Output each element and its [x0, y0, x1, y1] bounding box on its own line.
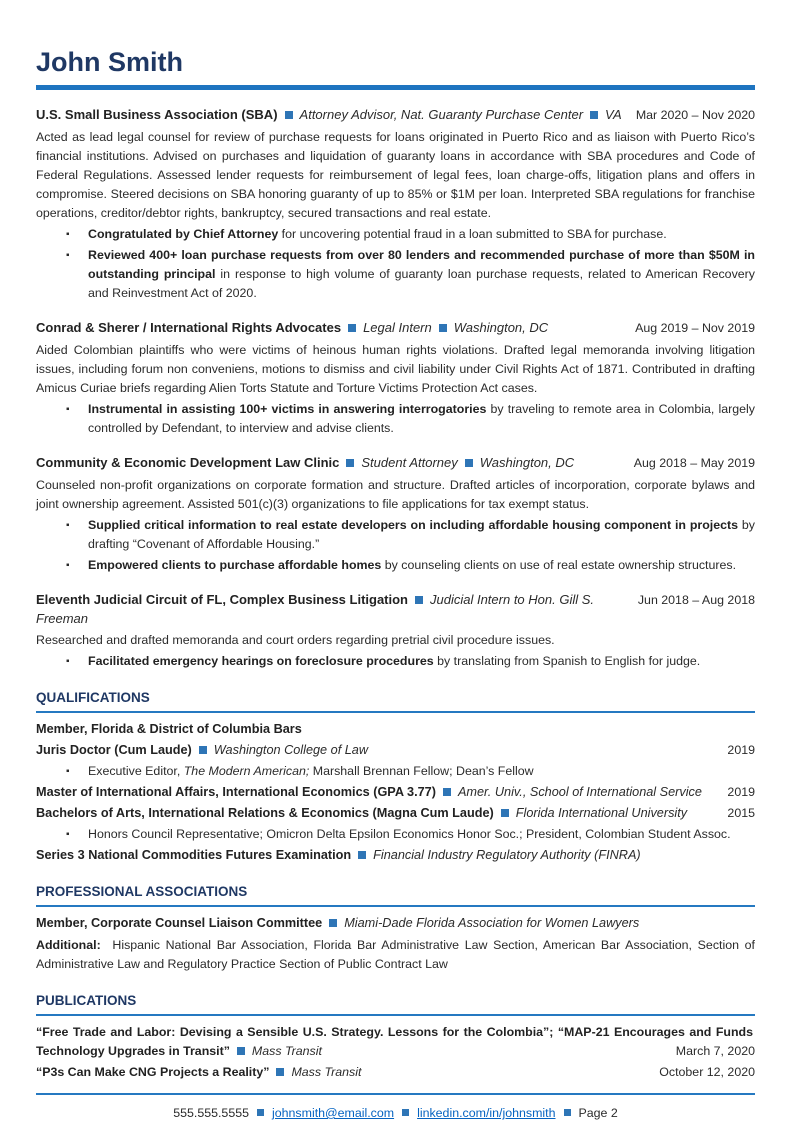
credential-name: Juris Doctor (Cum Laude) [36, 743, 192, 757]
publication-date: October 12, 2020 [659, 1065, 755, 1079]
bar-membership: Member, Florida & District of Columbia Bars [36, 722, 302, 736]
publication-source: Mass Transit [291, 1065, 362, 1079]
role-text: Legal Intern [363, 320, 432, 335]
credential-line [36, 846, 641, 865]
credential-year: 2019 [727, 785, 755, 799]
bullet-item [36, 762, 755, 781]
role-text: Judicial Intern to Hon. Gill S. Freeman [36, 592, 595, 626]
qualification-row [36, 846, 755, 865]
separator-square-icon [285, 111, 293, 119]
experience-entry [36, 453, 755, 575]
bullet-item [36, 246, 755, 303]
role-text: Attorney Advisor, Nat. Guaranty Purchase Center [299, 107, 584, 122]
footer-phone: 555.555.5555 [173, 1106, 249, 1120]
separator-square-icon [257, 1109, 264, 1116]
credential-year: 2019 [727, 743, 755, 757]
location-text: Washington, DC [453, 320, 549, 335]
org-name: Eleventh Judicial Circuit of FL, Complex Business Litigation [36, 592, 408, 607]
additional-associations [36, 936, 755, 974]
page-footer [36, 1093, 755, 1123]
publication-title: “P3s Can Make CNG Projects a Reality” [36, 1065, 270, 1079]
entry-title [36, 590, 628, 628]
date-range: Mar 2020 – Nov 2020 [635, 108, 755, 122]
experience-entry [36, 590, 755, 671]
separator-square-icon [564, 1109, 571, 1116]
bullet-rest: in response to high volume of guaranty loan purchase requests, related to American Recovery and Reinvestment Act of 2020. [88, 267, 755, 300]
bullet-lead: Congratulated by Chief Attorney [88, 227, 279, 241]
publication-item [36, 1023, 755, 1061]
qualification-row [36, 783, 755, 802]
footer-page-number: Page 2 [578, 1106, 618, 1120]
separator-square-icon [276, 1068, 284, 1076]
separator-square-icon [415, 596, 423, 604]
association-row [36, 914, 755, 933]
entry-title [36, 453, 574, 472]
association-line [36, 914, 639, 933]
org-name: U.S. Small Business Association (SBA) [36, 107, 278, 122]
date-range: Aug 2019 – Nov 2019 [635, 321, 755, 335]
separator-square-icon [402, 1109, 409, 1116]
bullet-item [36, 225, 755, 244]
credential-name: Master of International Affairs, International Economics (GPA 3.77) [36, 785, 436, 799]
qualification-row [36, 804, 755, 823]
qualification-row [36, 741, 755, 760]
publication-title: “Free Trade and Labor: Devising a Sensible U.S. Strategy. Lessons for the Colombia”; “MAP-21 Encourages and Funds Technology Upgrades in Transit” [36, 1025, 753, 1058]
separator-square-icon [358, 851, 366, 859]
bullet-item [36, 516, 755, 554]
bullet-text: Honors Council Representative; Omicron Delta Epsilon Economics Honor Soc.; President, Colombian Student Assoc. [88, 827, 731, 841]
section-title-qualifications: QUALIFICATIONS [36, 688, 755, 713]
publication-item [36, 1063, 755, 1082]
separator-square-icon [348, 324, 356, 332]
separator-square-icon [443, 788, 451, 796]
separator-square-icon [439, 324, 447, 332]
section-title-professional-associations: PROFESSIONAL ASSOCIATIONS [36, 882, 755, 907]
bullet-lead: Instrumental in assisting 100+ victims in answering interrogatories [88, 402, 487, 416]
entry-title [36, 105, 622, 124]
location-text: Washington, DC [479, 455, 575, 470]
association-org: Miami-Dade Florida Association for Women Lawyers [344, 916, 640, 930]
role-text: Student Attorney [361, 455, 458, 470]
bullet-item [36, 652, 755, 671]
institution-name: Washington College of Law [213, 743, 369, 757]
credential-line [36, 741, 368, 760]
publication-line [36, 1063, 361, 1082]
credential-year: 2015 [727, 806, 755, 820]
org-name: Conrad & Sherer / International Rights Advocates [36, 320, 342, 335]
page-title: John Smith [36, 46, 755, 90]
association-name: Member, Corporate Counsel Liaison Committee [36, 916, 323, 930]
experience-entry [36, 318, 755, 438]
bullet-lead: Facilitated emergency hearings on foreclosure procedures [88, 654, 434, 668]
bullet-item [36, 400, 755, 438]
separator-square-icon [590, 111, 598, 119]
footer-linkedin-link[interactable]: linkedin.com/in/johnsmith [417, 1106, 556, 1120]
institution-name: Amer. Univ., School of International Service [457, 785, 702, 799]
bullet-rest: by traveling to remote area in Colombia, largely controlled by Defendant, to interview and advise clients. [88, 402, 755, 435]
publication-source: Mass Transit [251, 1044, 322, 1058]
separator-square-icon [199, 746, 207, 754]
entry-summary: Aided Colombian plaintiffs who were victims of heinous human rights violations. Drafted legal memoranda involving litigation issues, including forum non conveniens, motions to dismiss and civil liability under Civil Rights Act of 1871. Contributed in drafting Amicus Curiae briefs regarding Alien Torts Statute and Torture Victims Protection Act cases. [36, 343, 755, 395]
entry-header [36, 590, 755, 628]
bullet-lead: Empowered clients to purchase affordable homes [88, 558, 382, 572]
separator-square-icon [346, 459, 354, 467]
bullet-lead: Supplied critical information to real estate developers on including affordable housing component in projects [88, 518, 739, 532]
institution-name: Financial Industry Regulatory Authority (FINRA) [373, 848, 641, 862]
experience-entry [36, 105, 755, 303]
entry-summary: Counseled non-profit organizations on corporate formation and structure. Drafted articles of incorporation, corporate bylaws and joint ownership agreement. Assisted 501(c)(3) organizations to file applications for tax exempt status. [36, 478, 755, 511]
bullet-rest: for uncovering potential fraud in a loan submitted to SBA for purchase. [278, 227, 667, 241]
entry-title [36, 318, 548, 337]
institution-name: Florida International University [515, 806, 688, 820]
credential-name: Bachelors of Arts, International Relations & Economics (Magna Cum Laude) [36, 806, 494, 820]
date-range: Jun 2018 – Aug 2018 [637, 593, 755, 607]
bullet-lead: Reviewed 400+ loan purchase requests from over 80 lenders and recommended purchase of more than $50M in outstanding principal [88, 248, 755, 281]
entry-header [36, 453, 755, 473]
footer-email-link[interactable]: johnsmith@email.com [272, 1106, 395, 1120]
entry-header [36, 105, 755, 125]
bullet-rest: by translating from Spanish to English for judge. [433, 654, 701, 668]
separator-square-icon [501, 809, 509, 817]
publication-date: March 7, 2020 [675, 1044, 755, 1058]
entry-summary: Acted as lead legal counsel for review of purchase requests for loans originated in Puerto Rico and as liaison with Puerto Rico’s financial institutions. Advised on purchases and liquidation of guaranty loans in accordance with SBA procedures and Code of Federal Regulations. Assessed lender requests for reimbursement of legal fees, loan charge-offs, litigation plans and offers in compromise. Steered decisions on SBA honoring guaranty of up to 85% or $1M per loan. Interpreted SBA regulations for franchise operations, creditor/debtor rights, bankruptcy, secured transactions and real estate. [36, 130, 755, 220]
location-text: VA [605, 107, 622, 122]
bullet-item [36, 556, 755, 575]
bullet-text-italic: The Modern American; [183, 764, 310, 778]
date-range: Aug 2018 – May 2019 [633, 456, 755, 470]
credential-line [36, 783, 702, 802]
credential-name: Series 3 National Commodities Futures Examination [36, 848, 352, 862]
separator-square-icon [329, 919, 337, 927]
entry-header [36, 318, 755, 338]
separator-square-icon [465, 459, 473, 467]
separator-square-icon [237, 1047, 245, 1055]
bullet-rest: by drafting “Covenant of Affordable Housing.” [88, 518, 755, 551]
bullet-item [36, 825, 755, 844]
additional-label: Additional: [36, 938, 101, 952]
entry-summary: Researched and drafted memoranda and court orders regarding pretrial civil procedure issues. [36, 633, 555, 647]
qualification-row [36, 720, 755, 739]
org-name: Community & Economic Development Law Clinic [36, 455, 340, 470]
bullet-text: Executive Editor, [88, 764, 184, 778]
additional-text: Hispanic National Bar Association, Florida Bar Administrative Law Section, American Bar Association, Section of Administrative Law and Regulatory Practice Section of Public Contract Law [36, 938, 755, 971]
section-title-publications: PUBLICATIONS [36, 991, 755, 1016]
credential-line [36, 804, 687, 823]
bullet-rest: by counseling clients on use of real estate ownership structures. [381, 558, 737, 572]
bullet-text: Marshall Brennan Fellow; Dean’s Fellow [309, 764, 534, 778]
